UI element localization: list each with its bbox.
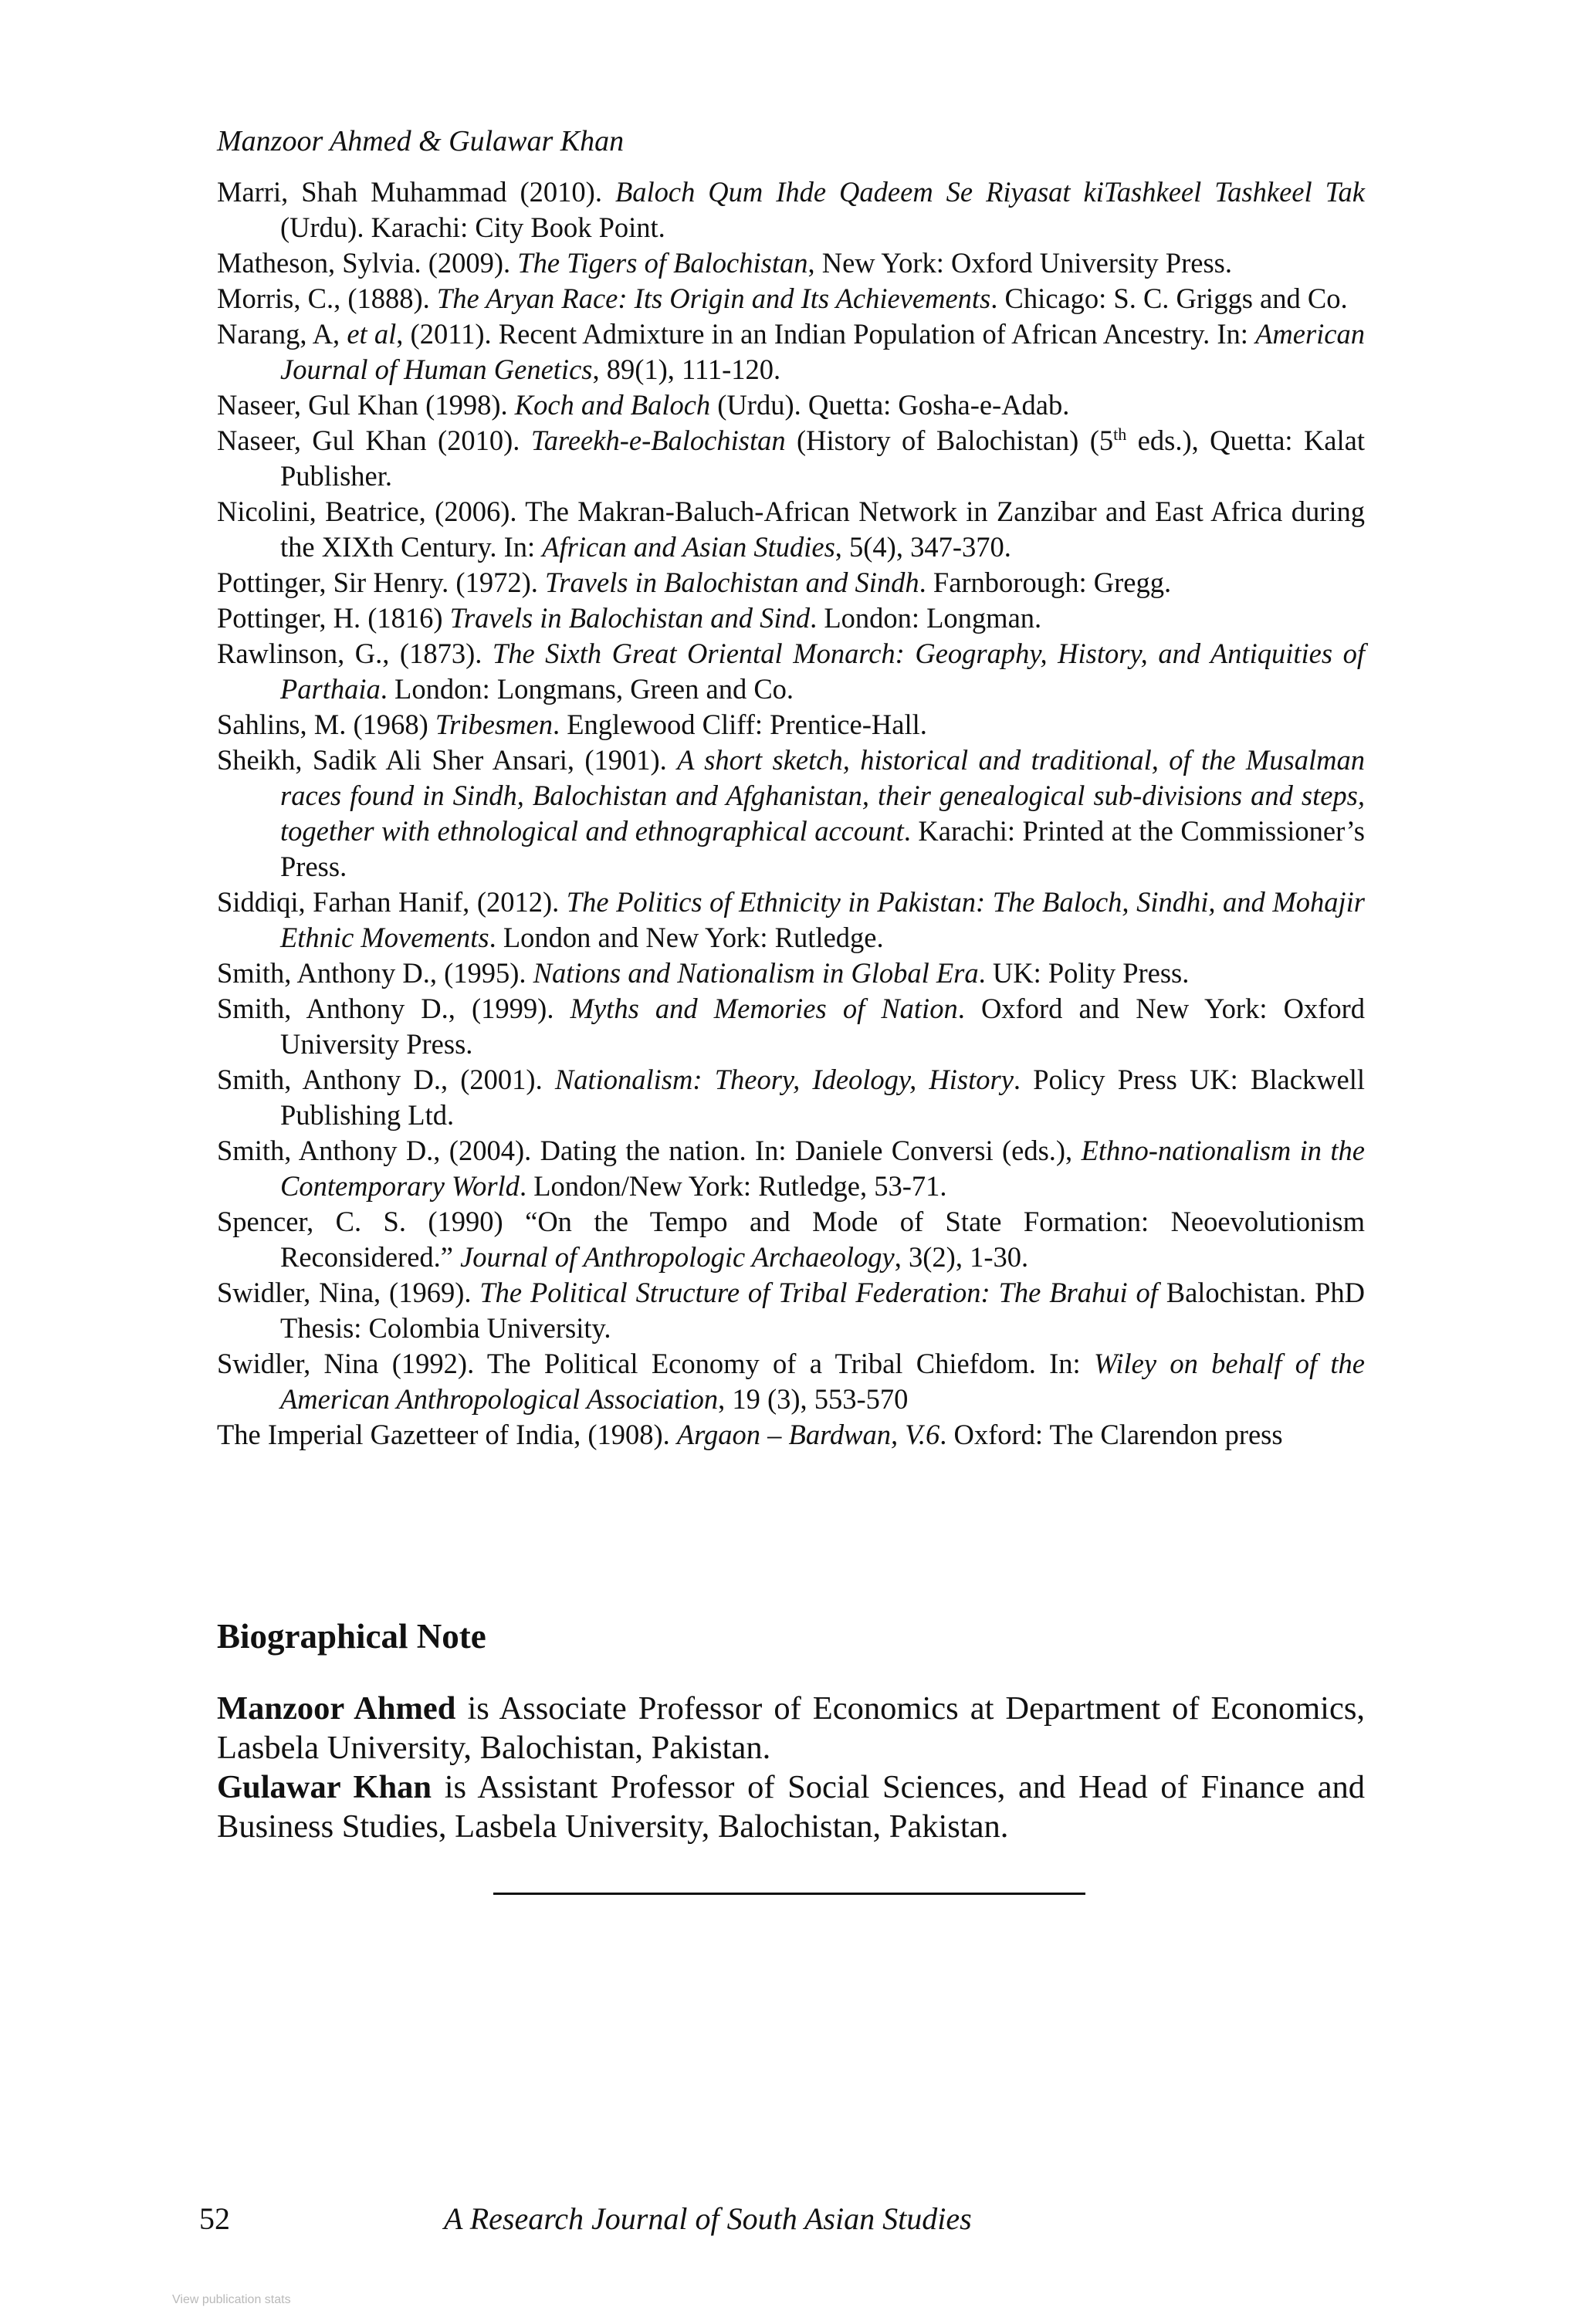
reference-entry: Rawlinson, G., (1873). The Sixth Great Oriental Monarch: Geography, History, and Antiquities of Parthaia. London: Longmans, Green and Co. [217,638,1366,705]
reference-entry: Smith, Anthony D., (1999). Myths and Memories of Nation. Oxford and New York: Oxford University Press. [217,993,1365,1060]
reference-entry: Siddiqi, Farhan Hanif, (2012). The Politics of Ethnicity in Pakistan: The Baloch, Sindhi, and Mohajir Ethnic Movements. London and New York: Rutledge. [217,886,1365,953]
reference-entry: Pottinger, H. (1816) Travels in Balochistan and Sind. London: Longman. [217,602,1042,634]
reference-entry: Spencer, C. S. (1990) “On the Tempo and Mode of State Formation: Neoevolutionism Reconsidered.” Journal of Anthropologic Archaeology, 3(2), 1-30. [217,1206,1365,1273]
reference-entry: Pottinger, Sir Henry. (1972). Travels in Balochistan and Sindh. Farnborough: Gregg. [217,567,1172,598]
reference-entry: Matheson, Sylvia. (2009). The Tigers of Balochistan, New York: Oxford University Press. [217,247,1232,279]
author-name: Manzoor Ahmed [217,1690,456,1727]
view-publication-stats-link[interactable]: View publication stats [172,2293,291,2306]
reference-entry: Narang, A, et al, (2011). Recent Admixture in an Indian Population of African Ancestry. In: American Journal of Human Genetics, 89(1), 111-120. [217,318,1366,385]
author-bio: Manzoor Ahmed is Associate Professor of Economics at Department of Economics, Lasbela University, Balochistan, Pakistan. [217,1690,1365,1766]
reference-entry: Marri, Shah Muhammad (2010). Baloch Qum Ihde Qadeem Se Riyasat kiTashkeel Tashkeel Tak (Urdu). Karachi: City Book Point. [217,176,1365,243]
journal-title: A Research Journal of South Asian Studies [444,2201,972,2236]
reference-entry: Nicolini, Beatrice, (2006). The Makran-Baluch-African Network in Zanzibar and East Africa during the XIXth Century. In: African and Asian Studies, 5(4), 347-370. [217,496,1365,563]
reference-list [217,174,1365,1453]
author-bio: Gulawar Khan is Assistant Professor of Social Sciences, and Head of Finance and Business Studies, Lasbela University, Balochistan, Pakistan. [217,1769,1366,1845]
reference-entry: Smith, Anthony D., (2001). Nationalism: Theory, Ideology, History. Policy Press UK: Blackwell Publishing Ltd. [217,1064,1365,1131]
reference-entry: Smith, Anthony D., (1995). Nations and Nationalism in Global Era. UK: Polity Press. [217,957,1190,989]
reference-entry: The Imperial Gazetteer of India, (1908). Argaon – Bardwan, V.6. Oxford: The Clarendon press [217,1419,1283,1450]
page-number: 52 [199,2201,230,2236]
reference-entry: Naseer, Gul Khan (2010). Tareekh-e-Balochistan (History of Balochistan) (5th eds.), Quetta: Kalat Publisher. [217,424,1365,492]
running-head: Manzoor Ahmed & Gulawar Khan [217,125,625,157]
reference-entry: Sahlins, M. (1968) Tribesmen. Englewood Cliff: Prentice-Hall. [217,709,927,740]
reference-entry: Swidler, Nina (1992). The Political Economy of a Tribal Chiefdom. In: Wiley on behalf of the American Anthropological Association, 19 (3), 553-570 [217,1348,1365,1415]
biographical-note-heading: Biographical Note [217,1617,486,1656]
author-name: Gulawar Khan [217,1769,432,1805]
reference-entry: Naseer, Gul Khan (1998). Koch and Baloch (Urdu). Quetta: Gosha-e-Adab. [217,389,1070,421]
reference-entry: Sheikh, Sadik Ali Sher Ansari, (1901). A short sketch, historical and traditional, of the Musalman races found in Sindh, Balochistan and Afghanistan, their genealogical sub-divisions and steps, together with ethnological and ethnographical account. Karachi: Printed at the Commissioner’s Press. [217,744,1365,882]
reference-entry: Swidler, Nina, (1969). The Political Structure of Tribal Federation: The Brahui of Balochistan. PhD Thesis: Colombia University. [217,1277,1365,1344]
reference-entry: Morris, C., (1888). The Aryan Race: Its Origin and Its Achievements. Chicago: S. C. Griggs and Co. [217,282,1348,314]
reference-entry: Smith, Anthony D., (2004). Dating the nation. In: Daniele Conversi (eds.), Ethno-nationalism in the Contemporary World. London/New York: Rutledge, 53-71. [217,1135,1366,1202]
biographical-note [217,1689,1365,1846]
end-divider [493,1893,1085,1895]
